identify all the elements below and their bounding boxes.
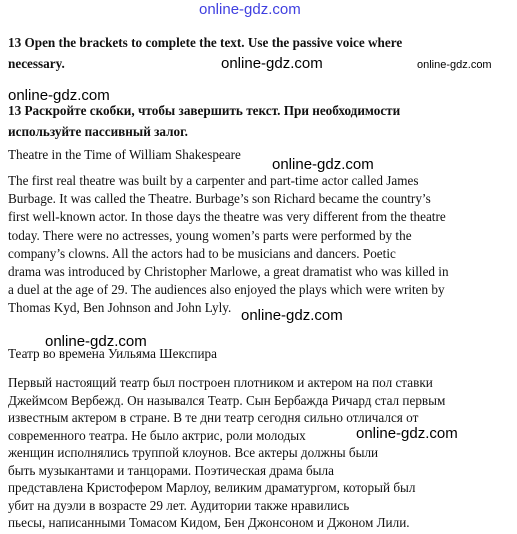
text-line: 13 Раскройте скобки, чтобы завершить текст. При необходимости bbox=[8, 103, 401, 118]
watermark-1: online-gdz.com bbox=[221, 55, 323, 72]
body-russian bbox=[8, 374, 508, 532]
text-line: drama was introduced by Christopher Marlowe, a great dramatist who was killed in bbox=[8, 264, 449, 280]
text-line: Джеймсом Вербежд. Он назывался Театр. Сын Бербажда Ричард стал первым bbox=[8, 392, 446, 408]
watermark-6: online-gdz.com bbox=[45, 333, 147, 350]
task-english bbox=[8, 32, 508, 74]
watermark-3: online-gdz.com bbox=[8, 87, 110, 104]
watermark-7: online-gdz.com bbox=[356, 425, 458, 442]
text-line: 13 Open the brackets to complete the text. Use the passive voice where bbox=[8, 35, 403, 50]
text-line: company’s clowns. All the actors had to be musicians and dancers. Poetic bbox=[8, 245, 396, 261]
text-line: Burbage. It was called the Theatre. Burbage’s son Richard became the country’s bbox=[8, 191, 431, 207]
text-line: Первый настоящий театр был построен плотником и актером на пол ставки bbox=[8, 375, 433, 390]
text-line: necessary. bbox=[8, 56, 65, 71]
text-line: today. There were no actresses, young women’s parts were performed by the bbox=[8, 227, 412, 243]
text-line: представлена Кристофером Марлоу, великим драматургом, который был bbox=[8, 480, 416, 495]
text-line: The first real theatre was built by a carpenter and part-time actor called James bbox=[8, 173, 419, 188]
text-line: пьесы, написанными Томасом Кидом, Бен Джонсоном и Джоном Лили. bbox=[8, 515, 410, 530]
body-english bbox=[8, 172, 508, 318]
text-line: a duel at the age of 29. The audiences also enjoyed the plays which were writen by bbox=[8, 282, 445, 298]
text-line: используйте пассивный залог. bbox=[8, 124, 188, 139]
text-line: современного театра. Не было актрис, роли молодых bbox=[8, 427, 306, 443]
text-line: женщин исполнялись труппой клоунов. Все актеры должны были bbox=[8, 445, 379, 460]
watermark-5: online-gdz.com bbox=[241, 307, 343, 324]
text-line: first well-known actor. In those days the theatre was very different from the theatre bbox=[8, 209, 446, 225]
text-line: убит на дуэли в возрасте 29 лет. Аудитории также нравились bbox=[8, 497, 350, 513]
text-line: быть музыкантами и танцорами. Поэтическая драма была bbox=[8, 462, 334, 478]
task-russian bbox=[8, 100, 508, 142]
text-line: Thomas Kyd, Ben Johnson and John Lyly. bbox=[8, 300, 232, 316]
title-english: Theatre in the Time of William Shakespeare bbox=[8, 147, 241, 162]
watermark-2: online-gdz.com bbox=[417, 59, 492, 71]
watermark-4: online-gdz.com bbox=[272, 156, 374, 173]
title-russian: Театр во времена Уильяма Шекспира bbox=[8, 346, 217, 361]
text-line: известным актером в стране. В те дни театр сегодня сильно отличался от bbox=[8, 410, 419, 425]
watermark-top: online-gdz.com bbox=[199, 1, 301, 18]
